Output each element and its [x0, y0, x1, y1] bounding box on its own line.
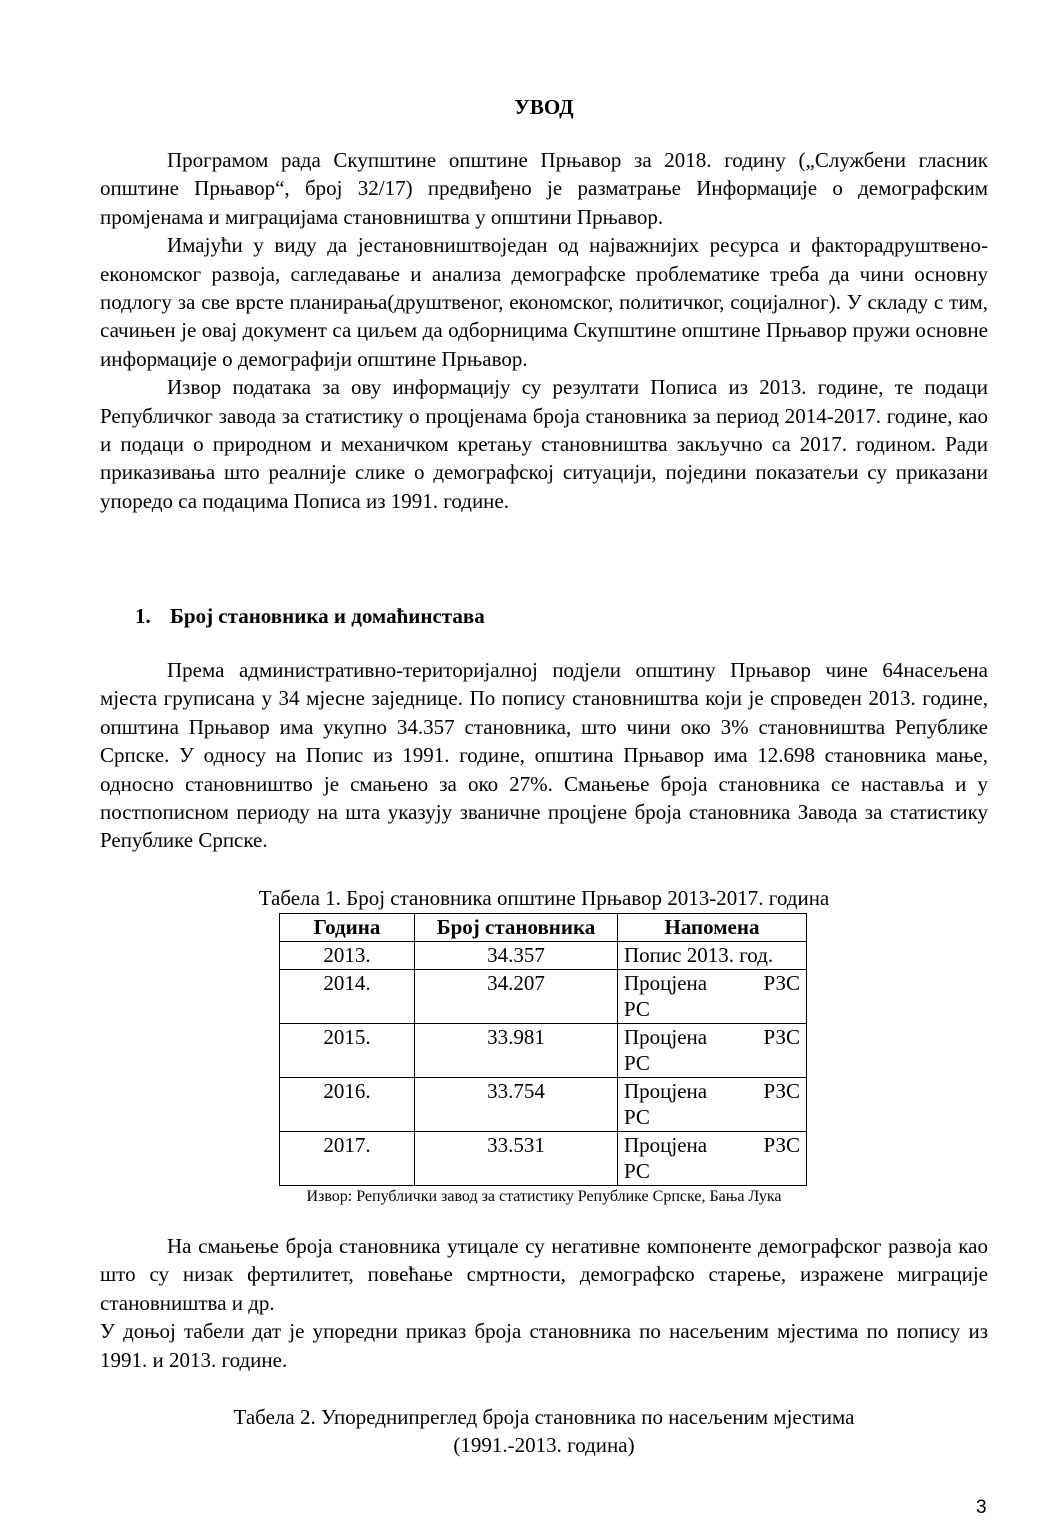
table2-caption-line2: (1991.-2013. година) [453, 1433, 635, 1457]
table2-caption-line1: Табела 2. Упореднипреглед броја становника по насељеним мјестима [233, 1405, 855, 1429]
cell-year: 2014. [280, 969, 415, 1023]
cell-population: 33.754 [415, 1077, 618, 1131]
after-table-paragraph-1: На смањење броја становника утицале су негативне компоненте демографског развоја као што су низак фертилитет, повећање смртности, демографско старење, изражене миграције становништва и др. [100, 1234, 988, 1315]
section-number: 1. [135, 604, 151, 628]
cell-year: 2015. [280, 1023, 415, 1077]
table-row [280, 1023, 807, 1077]
page-title: УВОД [514, 95, 574, 119]
intro-paragraph-2: Имајући у виду да јестановништвоједан од најважнијих ресурса и факторадруштвено-економског развоја, сагледавање и анализа демографске проблематике треба да чини основну подлогу за све врсте планирања(друштвеног, економског, политичког, социјалног). У складу с тим, сачињен је овај документ са циљем да одборницима Скупштине општине Прњавор пружи основне информације о демографији општине Прњавор. [100, 233, 988, 371]
cell-population: 34.207 [415, 969, 618, 1023]
table-row [280, 942, 807, 970]
table-row [280, 969, 807, 1023]
note-estimate: Процјена [624, 1132, 708, 1157]
spacer [100, 130, 988, 146]
section-body [100, 656, 988, 855]
cell-population: 33.531 [415, 1131, 618, 1185]
section-heading [135, 602, 485, 630]
population-table [279, 913, 807, 1186]
cell-population: 34.357 [415, 942, 618, 970]
col-header-note: Напомена [618, 914, 807, 942]
cell-population: 33.981 [415, 1023, 618, 1077]
note-entity: РС [624, 1159, 650, 1183]
note-entity: РС [624, 1105, 650, 1129]
table2-caption [100, 1403, 988, 1459]
col-header-year: Година [280, 914, 415, 942]
table1-source: Извор: Републички завод за статистику Републике Српске, Бања Лука [306, 1188, 782, 1205]
after-table-text [100, 1232, 988, 1374]
cell-year: 2013. [280, 942, 415, 970]
note-entity: РС [624, 1051, 650, 1075]
note-agency: РЗС [763, 970, 800, 995]
section-paragraph: Према административно-територијалној подјели општину Прњавор чине 64насељена мјеста груписана у 34 мјесне заједнице. По попису становништва који је спроведен 2013. године, општина Прњавор има укупно 34.357 становника, што чини око 3% становништва Републике Српске. У односу на Попис из 1991. године, општина Прњавор има 12.698 становника мање, односно становништво је смањено за око 27%. Смањење броја становника се наставља и у постпописном периоду на шта указују званичне процјене броја становника Завода за статистику Републике Српске. [100, 658, 988, 853]
cell-note: Попис 2013. год. [618, 942, 807, 970]
col-header-population: Број становника [415, 914, 618, 942]
page-number: 3 [976, 1497, 987, 1518]
page-body [100, 90, 988, 515]
cell-year: 2017. [280, 1131, 415, 1185]
section-title: Број становника и домаћинстава [170, 604, 485, 628]
note-estimate: Процјена [624, 1024, 708, 1049]
cell-note [618, 1077, 807, 1131]
after-table-paragraph-2: У доњој табели дат је упоредни приказ броја становника по насељеним мјестима по попису из 1991. и 2013. године. [100, 1319, 988, 1372]
table-row [280, 1077, 807, 1131]
note-entity: РС [624, 997, 650, 1021]
intro-paragraph-1: Програмом рада Скупштине општине Прњавор за 2018. годину („Службени гласник општине Прњавор“, број 32/17) предвиђено је разматрање Информације о демографским промјенама и миграцијама становништва у општини Прњавор. [100, 148, 988, 229]
cell-note [618, 1023, 807, 1077]
cell-note [618, 1131, 807, 1185]
note-estimate: Процјена [624, 1078, 708, 1103]
table-row [280, 1131, 807, 1185]
cell-year: 2016. [280, 1077, 415, 1131]
note-agency: РЗС [763, 1078, 800, 1103]
note-agency: РЗС [763, 1132, 800, 1157]
table-header-row [280, 914, 807, 942]
note-agency: РЗС [763, 1024, 800, 1049]
intro-paragraph-3: Извор података за ову информацију су резултати Пописа из 2013. године, те подаци Републичког завода за статистику о процјенама броја становника за период 2014-2017. године, као и подаци о природном и механичком кретању становништва закључно са 2017. годином. Ради приказивања што реалније слике о демографској ситуацији, поједини показатељи су приказани упоредо са подацима Пописа из 1991. године. [100, 375, 988, 513]
note-estimate: Процјена [624, 970, 708, 995]
cell-note [618, 969, 807, 1023]
table1-caption: Табела 1. Број становника општине Прњавор 2013-2017. година [258, 886, 830, 910]
